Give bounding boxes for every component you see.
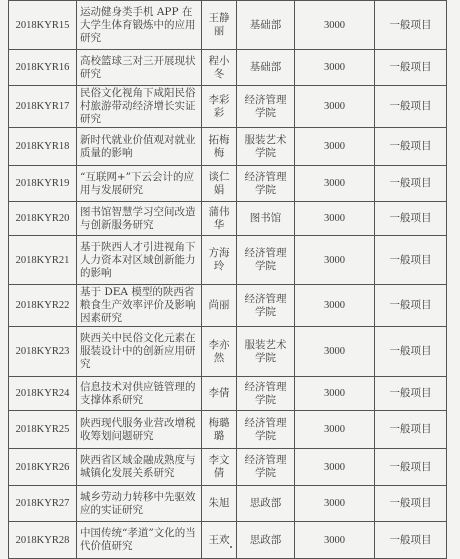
table-row: [9, 285, 447, 327]
table-row: [9, 50, 447, 86]
table-row: [9, 327, 447, 377]
project-amount: 3000: [295, 50, 375, 86]
project-title: 民俗文化视角下咸阳民俗村旅游带动经济增长实证研究: [77, 86, 202, 128]
project-code: 2018KYR24: [9, 377, 77, 411]
project-leader: 尚丽: [202, 285, 237, 327]
project-amount: 3000: [295, 166, 375, 202]
project-department: 思政部: [237, 486, 295, 522]
project-code: 2018KYR20: [9, 202, 77, 236]
project-department: 服装艺术学院: [237, 128, 295, 166]
project-type: 一般项目: [375, 50, 447, 86]
project-amount: 3000: [295, 486, 375, 522]
project-title: “互联网+”下云会计的应用与发展研究: [77, 166, 202, 202]
project-type: 一般项目: [375, 285, 447, 327]
project-title: 中国传统“孝道”文化的当代价值研究: [77, 522, 202, 559]
project-code: 2018KYR26: [9, 449, 77, 486]
table-row: [9, 86, 447, 128]
project-leader: 蒲伟华: [202, 202, 237, 236]
project-leader: 李亦然: [202, 327, 237, 377]
project-department: 基础部: [237, 1, 295, 50]
project-title: 新时代就业价值观对就业质量的影响: [77, 128, 202, 166]
project-type: 一般项目: [375, 166, 447, 202]
project-title: 图书馆智慧学习空间改造与创新服务研究: [77, 202, 202, 236]
page-dot: [230, 546, 232, 548]
project-leader: 方海玲: [202, 236, 237, 285]
project-type: 一般项目: [375, 236, 447, 285]
project-department: 经济管理学院: [237, 86, 295, 128]
project-department: 服装艺术学院: [237, 327, 295, 377]
project-department: 经济管理学院: [237, 285, 295, 327]
project-department: 经济管理学院: [237, 166, 295, 202]
project-code: 2018KYR25: [9, 411, 77, 449]
project-leader: 李倩: [202, 377, 237, 411]
project-code: 2018KYR18: [9, 128, 77, 166]
project-leader: 李文倩: [202, 449, 237, 486]
table-row: [9, 236, 447, 285]
project-amount: 3000: [295, 522, 375, 559]
project-type: 一般项目: [375, 86, 447, 128]
project-table: [8, 0, 447, 559]
project-type: 一般项目: [375, 1, 447, 50]
project-code: 2018KYR27: [9, 486, 77, 522]
table-row: [9, 166, 447, 202]
table-row: [9, 411, 447, 449]
project-type: 一般项目: [375, 128, 447, 166]
project-amount: 3000: [295, 236, 375, 285]
table-row: [9, 128, 447, 166]
project-amount: 3000: [295, 411, 375, 449]
project-department: 经济管理学院: [237, 411, 295, 449]
project-leader: 拓梅梅: [202, 128, 237, 166]
project-amount: 3000: [295, 449, 375, 486]
project-leader: 王静丽: [202, 1, 237, 50]
project-amount: 3000: [295, 377, 375, 411]
project-title: 陕西省区域金融成熟度与城镇化发展关系研究: [77, 449, 202, 486]
project-title: 高校篮球三对三开展现状研究: [77, 50, 202, 86]
table-row: [9, 202, 447, 236]
project-department: 经济管理学院: [237, 236, 295, 285]
project-title: 信息技术对供应链管理的支撑体系研究: [77, 377, 202, 411]
project-code: 2018KYR17: [9, 86, 77, 128]
project-department: 思政部: [237, 522, 295, 559]
project-leader: 谈仁娟: [202, 166, 237, 202]
project-title: 运动健身类手机 APP 在大学生体育锻炼中的应用 研究: [77, 1, 202, 50]
project-code: 2018KYR22: [9, 285, 77, 327]
project-department: 基础部: [237, 50, 295, 86]
project-code: 2018KYR28: [9, 522, 77, 559]
project-department: 图书馆: [237, 202, 295, 236]
project-department: 经济管理学院: [237, 377, 295, 411]
project-title: 陕西现代服务业营改增税收筹划问题研究: [77, 411, 202, 449]
project-department: 经济管理学院: [237, 449, 295, 486]
project-leader: 朱旭: [202, 486, 237, 522]
project-title: 基于 DEA 模型的陕西省粮食生产效率评价及影响因素研究: [77, 285, 202, 327]
project-title: 城乡劳动力转移中先驱效应的实证研究: [77, 486, 202, 522]
project-leader: 李彩彩: [202, 86, 237, 128]
project-amount: 3000: [295, 327, 375, 377]
project-code: 2018KYR23: [9, 327, 77, 377]
table-row: [9, 486, 447, 522]
project-amount: 3000: [295, 128, 375, 166]
table-row: [9, 377, 447, 411]
project-amount: 3000: [295, 202, 375, 236]
project-code: 2018KYR21: [9, 236, 77, 285]
project-title: 陕西关中民俗文化元素在服装设计中的创新应用研究: [77, 327, 202, 377]
project-type: 一般项目: [375, 522, 447, 559]
project-code: 2018KYR19: [9, 166, 77, 202]
project-code: 2018KYR15: [9, 1, 77, 50]
project-amount: 3000: [295, 1, 375, 50]
project-type: 一般项目: [375, 449, 447, 486]
project-type: 一般项目: [375, 486, 447, 522]
project-leader: 王欢: [202, 522, 237, 559]
project-type: 一般项目: [375, 327, 447, 377]
table-row: [9, 449, 447, 486]
project-type: 一般项目: [375, 411, 447, 449]
project-leader: 梅璐璐: [202, 411, 237, 449]
table-row: [9, 1, 447, 50]
project-leader: 程小冬: [202, 50, 237, 86]
project-amount: 3000: [295, 86, 375, 128]
project-amount: 3000: [295, 285, 375, 327]
table-body: [9, 1, 447, 559]
project-type: 一般项目: [375, 202, 447, 236]
project-type: 一般项目: [375, 377, 447, 411]
project-title: 基于陕西人才引进视角下人力资本对区域创新能力的影响: [77, 236, 202, 285]
project-code: 2018KYR16: [9, 50, 77, 86]
